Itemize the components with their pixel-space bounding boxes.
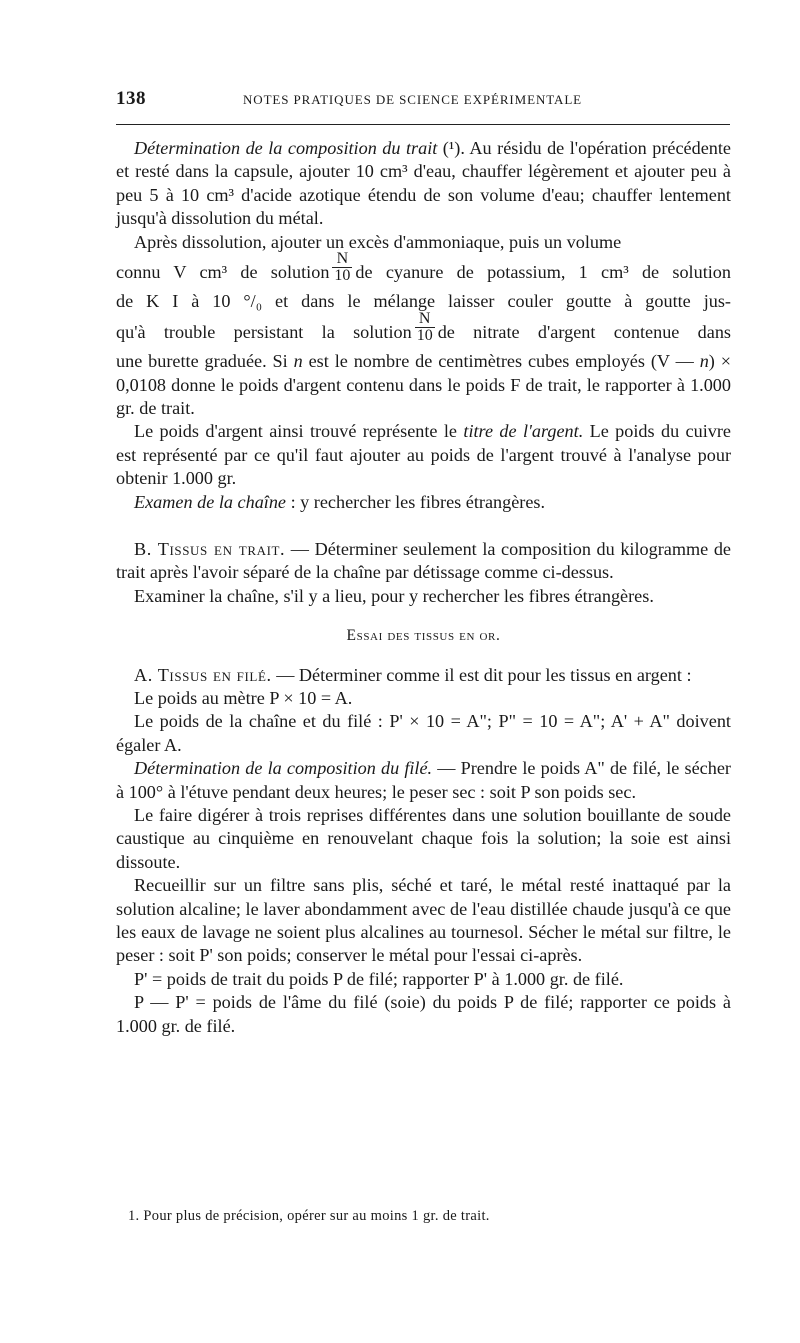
paragraph-text: : y rechercher les fibres étrangères. — [286, 491, 546, 512]
paragraph-filter — [116, 874, 731, 968]
paragraph-dissolution — [116, 231, 731, 254]
footnote-ref: (¹). — [442, 138, 465, 158]
fraction-numerator: N — [336, 250, 349, 268]
paragraph-text: de K I à 10 °/₀ et dans le mélange laisser couler goutte à goutte jus- — [116, 291, 731, 312]
paragraph-trait-weight — [116, 968, 731, 991]
paragraph-text: Au résidu de l'opération précédente et resté dans la capsule, ajouter 10 cm³ d'eau, chauffer légèrement et ajouter peu à peu 5 à 10 cm³ d'acide azotique étendu de son volume d'eau; chauffer lentement jusqu'à dissolution du métal. — [116, 138, 731, 229]
paragraph-heading: Détermination de la composition du trait — [134, 138, 438, 158]
fraction-n-10 — [332, 251, 352, 284]
variable-n: n — [699, 351, 709, 372]
paragraph-trait-composition — [116, 137, 731, 231]
section-subheading: A. Tissus en filé. — [134, 664, 272, 685]
paragraph-text: — Déterminer comme il est dit pour les tissus en argent : — [271, 664, 692, 685]
paragraph-text: ) × 0,0108 donne le poids d'argent contenu dans le poids F de trait, le rapporter à 1.000 gr. de trait. — [116, 351, 731, 418]
paragraph-silver-titre — [116, 420, 731, 490]
paragraph-text: — Prendre le poids A" de filé, le sécher à 100° à l'étuve pendant deux heures; le peser sec : soit P son poids sec. — [116, 758, 731, 802]
section-subheading: B. Tissus en trait. — [134, 538, 286, 559]
paragraph-soul-weight — [116, 991, 731, 1038]
paragraph-text: P' = poids de trait du poids P de filé; rapporter P' à 1.000 gr. de filé. — [134, 968, 624, 989]
paragraph-text: Le poids de la chaîne et du filé : P' × 10 = A"; P" = 10 = A"; A' + A" doivent égaler A. — [116, 711, 731, 755]
paragraph-text: Le poids d'argent ainsi trouvé représente le — [134, 421, 464, 442]
paragraph-chain-weight — [116, 710, 731, 757]
paragraph-digest — [116, 804, 731, 874]
emphasis-text: titre de l'argent. — [463, 421, 584, 442]
fraction-denominator: 10 — [416, 327, 433, 345]
page-body — [116, 137, 731, 1038]
spacer — [116, 608, 731, 624]
paragraph-text: — Déterminer seulement la composition du kilogramme de trait après l'avoir séparé de la chaîne par détissage comme ci-dessus. — [116, 538, 731, 583]
running-title: NOTES PRATIQUES DE SCIENCE EXPÉRIMENTALE — [243, 92, 583, 107]
paragraph-text: Recueillir sur un filtre sans plis, séché et taré, le métal resté inattaqué par la solution alcaline; le laver abondamment avec de l'eau distillée chaude jusqu'à ce que les eaux de lavage ne soient plus alcalines au tournesol. Sécher le métal sur filtre, le peser : soit P' son poids; conserver le métal pour l'essai ci-après. — [116, 875, 731, 966]
section-title: Essai des tissus en or. — [346, 627, 501, 645]
paragraph-text: P — P' = poids de l'âme du filé (soie) du poids P de filé; rapporter ce poids à 1.000 gr. de filé. — [116, 992, 731, 1036]
paragraph-file-composition — [116, 757, 731, 804]
paragraph-text: Le faire digérer à trois reprises différentes dans une solution bouillante de soude caustique au cinquième en renouvelant chaque fois la solution; la soie est ainsi dissoute. — [116, 805, 731, 872]
paragraph-burette — [116, 350, 731, 420]
variable-n: n — [293, 351, 303, 372]
emphasis-text: Détermination de la composition du filé. — [134, 758, 433, 779]
paragraph-dissolution-line2 — [116, 250, 731, 290]
paragraph-weight-meter — [116, 687, 731, 710]
spacer — [116, 514, 731, 538]
paragraph-text: Le poids du cuivre est représenté par ce qu'il faut ajouter au poids de l'argent trouvé à l'analyse pour obtenir 1.000 gr. — [116, 421, 731, 489]
paragraph-dissolution-line4 — [116, 310, 731, 350]
page-number: 138 — [116, 88, 146, 109]
paragraph-text: qu'à trouble persistant la solution — [116, 321, 412, 342]
paragraph-text: est le nombre de centimètres cubes employés (V — — [302, 351, 700, 372]
paragraph-examine-chain — [116, 585, 731, 608]
footnote: 1. Pour plus de précision, opérer sur au moins 1 gr. de trait. — [128, 1208, 490, 1224]
paragraph-text: une burette graduée. Si — [116, 351, 294, 372]
paragraph-chain-exam — [116, 491, 731, 514]
paragraph-text: Après dissolution, ajouter un excès d'ammoniaque, puis un volume — [134, 231, 622, 252]
fraction-numerator: N — [418, 310, 431, 328]
paragraph-text: de nitrate d'argent contenue dans — [437, 321, 731, 342]
header-rule — [116, 124, 730, 125]
page-header — [116, 88, 732, 114]
emphasis-text: Examen de la chaîne — [134, 491, 287, 512]
paragraph-text: Examiner la chaîne, s'il y a lieu, pour y rechercher les fibres étrangères. — [134, 585, 654, 606]
fraction-denominator: 10 — [334, 267, 351, 285]
paragraph-tissus-trait — [116, 538, 731, 585]
fraction-n-10 — [415, 311, 435, 344]
paragraph-text: de cyanure de potassium, 1 cm³ de solution — [355, 262, 731, 283]
paragraph-text: Le poids au mètre P × 10 = A. — [134, 687, 353, 708]
paragraph-tissus-file — [116, 664, 731, 687]
paragraph-text: connu V cm³ de solution — [116, 262, 330, 283]
spacer — [116, 648, 731, 664]
